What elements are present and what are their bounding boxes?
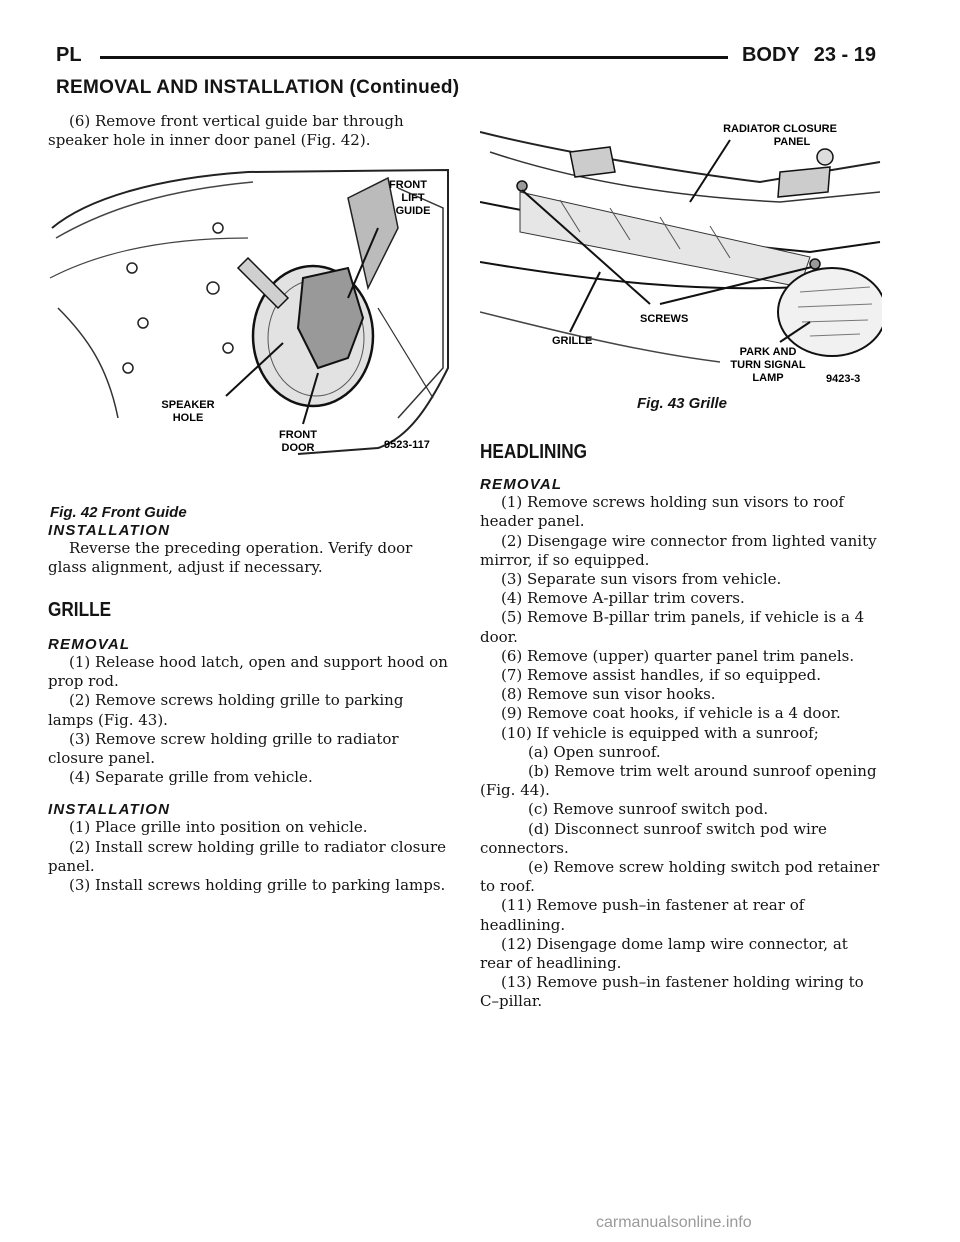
grille-removal-step: (1) Release hood latch, open and support hood on prop rod. bbox=[48, 653, 448, 691]
grille-installation-step: (2) Install screw holding grille to radiator closure panel. bbox=[48, 837, 447, 875]
headlining-step: (2) Disengage wire connector from lighted vanity mirror, if so equipped. bbox=[480, 531, 877, 569]
grille-removal-step: (4) Separate grille from vehicle. bbox=[69, 768, 313, 787]
headlining-substep: (a) Open sunroof. bbox=[528, 742, 661, 761]
figure-43 bbox=[480, 112, 882, 412]
figure-code: 9423-3 bbox=[826, 373, 861, 385]
headlining-step: (3) Separate sun visors from vehicle. bbox=[501, 570, 782, 589]
grille-removal-heading: REMOVAL bbox=[48, 636, 131, 654]
grille-installation-step: (3) Install screws holding grille to parking lamps. bbox=[69, 876, 446, 895]
headlining-step: (5) Remove B-pillar trim panels, if vehicle is a 4 door. bbox=[480, 608, 865, 646]
grille-heading: GRILLE bbox=[48, 599, 112, 622]
figure-42 bbox=[48, 168, 450, 522]
headlining-step: (13) Remove push–in fastener holding wiring to C–pillar. bbox=[480, 973, 864, 1011]
headlining-substep: (c) Remove sunroof switch pod. bbox=[528, 800, 769, 819]
label-speaker-hole-1: SPEAKER bbox=[161, 399, 215, 412]
headlining-step: (7) Remove assist handles, if so equipped. bbox=[501, 666, 821, 685]
headlining-substep: (e) Remove screw holding switch pod retainer to roof. bbox=[480, 858, 880, 896]
label-front-door-1: FRONT bbox=[279, 429, 317, 442]
left-column bbox=[48, 112, 450, 895]
headlining-substep: (b) Remove trim welt around sunroof opening (Fig. 44). bbox=[480, 762, 877, 800]
header-section: BODY bbox=[741, 44, 800, 66]
figure-43-caption: Fig. 43 Grille bbox=[637, 395, 728, 412]
headlining-step: (6) Remove (upper) quarter panel trim panels. bbox=[501, 646, 855, 665]
installation-text: Reverse the preceding operation. Verify door glass alignment, adjust if necessary. bbox=[48, 538, 413, 576]
grille-removal-step: (3) Remove screw holding grille to radiator closure panel. bbox=[48, 729, 399, 768]
grille-illustration bbox=[480, 112, 882, 394]
headlining-heading: HEADLINING bbox=[480, 441, 588, 464]
label-radiator-closure-1: RADIATOR CLOSURE bbox=[723, 123, 837, 135]
label-park-turn-1: PARK AND bbox=[739, 346, 797, 358]
label-grille: GRILLE bbox=[552, 335, 593, 347]
label-radiator-closure-2: PANEL bbox=[773, 136, 811, 148]
front-guide-illustration bbox=[48, 168, 450, 456]
label-front-lift-guide-2: LIFT bbox=[401, 192, 425, 205]
watermark: carmanualsonline.info bbox=[596, 1214, 752, 1231]
continued-title: REMOVAL AND INSTALLATION (Continued) bbox=[56, 77, 460, 98]
label-front-door-2: DOOR bbox=[281, 442, 315, 455]
header-section-page bbox=[742, 44, 876, 67]
grille-installation-step: (1) Place grille into position on vehicle. bbox=[69, 818, 368, 837]
headlining-substep: (d) Disconnect sunroof switch pod wire connectors. bbox=[480, 819, 827, 857]
grille-installation-heading: INSTALLATION bbox=[48, 801, 171, 819]
headlining-step: (11) Remove push–in fastener at rear of headlining. bbox=[480, 896, 805, 934]
label-park-turn-3: LAMP bbox=[752, 372, 784, 384]
headlining-step: (12) Disengage dome lamp wire connector, at rear of headlining. bbox=[480, 934, 848, 973]
headlining-step: (10) If vehicle is equipped with a sunroof; bbox=[501, 723, 819, 742]
headlining-step: (9) Remove coat hooks, if vehicle is a 4 door. bbox=[501, 704, 841, 723]
header-rule bbox=[100, 56, 728, 59]
headlining-step: (1) Remove screws holding sun visors to roof header panel. bbox=[480, 493, 844, 531]
header-page-number: 23 - 19 bbox=[813, 44, 876, 66]
page-header bbox=[56, 44, 876, 70]
grille-removal-step: (2) Remove screws holding grille to parking lamps (Fig. 43). bbox=[48, 691, 404, 729]
label-speaker-hole-2: HOLE bbox=[172, 412, 204, 425]
label-screws: SCREWS bbox=[640, 313, 689, 325]
step-6-text: (6) Remove front vertical guide bar through speaker hole in inner door panel (Fig. 42). bbox=[48, 112, 404, 150]
headlining-removal-heading: REMOVAL bbox=[480, 476, 563, 494]
header-model: PL bbox=[56, 44, 82, 66]
right-column bbox=[480, 112, 882, 1012]
figure-code: 9523-117 bbox=[384, 439, 430, 452]
headlining-step: (4) Remove A-pillar trim covers. bbox=[501, 589, 745, 608]
installation-heading: INSTALLATION bbox=[48, 521, 171, 539]
label-front-lift-guide-1: FRONT bbox=[389, 179, 427, 192]
label-front-lift-guide-3: GUIDE bbox=[395, 205, 431, 218]
headlining-step: (8) Remove sun visor hooks. bbox=[501, 685, 716, 704]
label-park-turn-2: TURN SIGNAL bbox=[730, 359, 806, 371]
figure-42-caption: Fig. 42 Front Guide bbox=[50, 504, 187, 522]
